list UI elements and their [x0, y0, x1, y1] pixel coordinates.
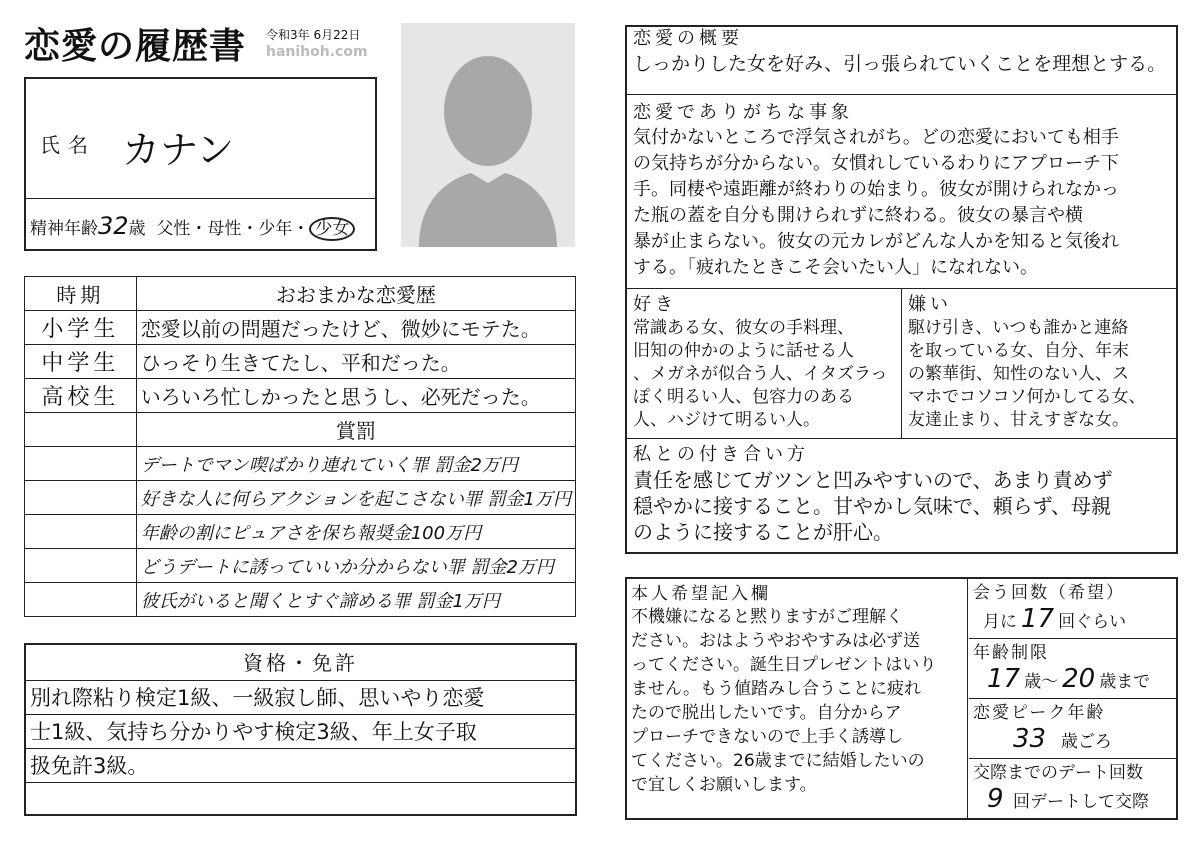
- empty-cell: [25, 549, 137, 583]
- reward-cell: 彼氏がいると聞くとすぐ諦める罪 罰金1万円: [136, 583, 575, 617]
- rewards-header: 賞罰: [136, 413, 575, 447]
- dislikes-line: 友達止まり、甘えすぎな女。: [908, 410, 1129, 430]
- likes-line: 人、ハジけて明るい人。: [633, 410, 820, 430]
- empty-cell: [25, 515, 137, 549]
- overview-text: しっかりした女を好み、引っ張られていくことを理想とする。: [633, 53, 1167, 75]
- table-row: [25, 311, 576, 345]
- wishes-line: ません。もう値踏みし合うことに疲れ: [631, 679, 922, 699]
- history-cell: いろいろ忙しかったと思うし、必死だった。: [136, 379, 575, 413]
- reward-cell: デートでマン喫ばかり連れていく罪 罰金2万円: [136, 447, 575, 481]
- reward-cell: 好きな人に何らアクションを起こさない罪 罰金1万円: [136, 481, 575, 515]
- column-header: 時期: [25, 277, 137, 311]
- history-cell: ひっそり生きてたし、平和だった。: [136, 345, 575, 379]
- licenses-header: 資格・免許: [26, 645, 575, 681]
- likes-line: 旧知の仲かのように話せる人: [633, 341, 854, 361]
- wishes-line: ってください。誕生日プレゼントはいり: [631, 655, 937, 675]
- date: 令和3年 6月22日: [266, 28, 361, 42]
- dislikes-line: 駆け引き、いつも誰かと連絡: [908, 318, 1129, 338]
- period-cell: 中学生: [25, 345, 137, 379]
- meetings-prefix: 月に: [983, 612, 1017, 632]
- table-row: [25, 447, 576, 481]
- name-value: カナン: [122, 128, 235, 172]
- dislikes-section: [902, 289, 1176, 439]
- name-row: [26, 79, 375, 199]
- common-events-line: 手。同棲や遠距離が終わりの始まり。彼女が開けられなかっ: [633, 179, 1119, 200]
- table-row: [25, 413, 576, 447]
- wishes-line: プローチできないので上手く誘導し: [631, 727, 903, 747]
- table-row: [25, 277, 576, 311]
- mental-age-unit: 歳: [128, 219, 146, 239]
- table-row: [25, 583, 576, 617]
- wishes-label: 本人希望記入欄: [631, 584, 771, 604]
- dates-before-cell: [969, 759, 1176, 818]
- wishes-box: [625, 577, 1178, 820]
- empty-cell: [25, 413, 137, 447]
- common-events-line: 暴が止まらない。彼女の元カレがどんな人かを知ると気後れ: [633, 231, 1119, 252]
- age-limit-cell: [969, 639, 1176, 699]
- table-row: [25, 515, 576, 549]
- likes-section: [627, 289, 902, 439]
- wishes-line: たので脱出したいです。自分からア: [631, 703, 902, 723]
- dislikes-label: 嫌い: [908, 294, 952, 315]
- wishes-line: ださい。おはようやおやすみは必ず送: [631, 631, 920, 651]
- likes-line: ぽく明るい人、包容力のある: [633, 387, 854, 407]
- licenses-box: [24, 643, 577, 816]
- age-limit-from: 17: [987, 664, 1021, 694]
- dates-before-suffix: 回デートして交際: [1012, 792, 1149, 812]
- likes-line: 、メガネが似合う人、イタズラっ: [633, 364, 888, 384]
- age-limit-mid: 歳〜: [1024, 672, 1059, 692]
- dates-before-value-row: [973, 785, 1172, 816]
- dates-before-value: 9: [987, 784, 1004, 814]
- profile-box: [24, 77, 377, 251]
- dislikes-line: を取っている女、自分、年末: [908, 341, 1129, 361]
- age-limit-suffix: 歳まで: [1099, 672, 1151, 692]
- column-header: おおまかな恋愛歴: [136, 277, 575, 311]
- avatar: [401, 23, 575, 247]
- mental-age-label: 精神年齢: [30, 219, 98, 239]
- common-events-line: た瓶の蓋を自分も開けられずに終わる。彼女の暴言や横: [633, 205, 1083, 226]
- empty-cell: [25, 447, 137, 481]
- license-line: 別れ際粘り検定1級、一級寂し師、思いやり恋愛: [26, 681, 575, 715]
- wishes-line: で宜しくお願いします。: [631, 775, 817, 795]
- peak-age-suffix: 歳ごろ: [1060, 732, 1112, 752]
- common-events-line: する。「疲れたときこそ会いたい人」になれない。: [633, 257, 1038, 278]
- common-events-line: の気持ちが分からない。女慣れしているわりにアプローチ下: [633, 153, 1119, 174]
- how-to-line: のように接することが肝心。: [633, 520, 893, 544]
- how-to-line: 穏やかに接すること。甘やかし気味で、頼らず、母親: [633, 494, 1111, 518]
- meetings-cell: [969, 579, 1176, 639]
- age-limit-label: 年齢制限: [973, 643, 1049, 663]
- reward-cell: 年齢の割にピュアさを保ち報奨金100万円: [136, 515, 575, 549]
- likes-line: 常識ある女、彼女の手料理、: [633, 318, 854, 338]
- wishes-section: [627, 579, 968, 818]
- table-row: [25, 481, 576, 515]
- common-events-section: [627, 95, 1176, 289]
- empty-cell: [25, 583, 137, 617]
- history-cell: 恋愛以前の問題だったけど、微妙にモテた。: [136, 311, 575, 345]
- overview-label: 恋愛の概要: [633, 28, 743, 49]
- license-line: 士1級、気持ち分かりやす検定3級、年上女子取: [26, 715, 575, 749]
- peak-age-label: 恋愛ピーク年齢: [973, 703, 1106, 723]
- mental-age-row: [30, 212, 355, 240]
- period-cell: 高校生: [25, 379, 137, 413]
- age-limit-to: 20: [1062, 664, 1096, 694]
- profile-details-box: [625, 25, 1178, 554]
- person-silhouette-icon: [401, 23, 575, 247]
- reward-cell: どうデートに誘っていいか分からない罪 罰金2万円: [136, 549, 575, 583]
- empty-cell: [25, 481, 137, 515]
- peak-age-value: 33: [1013, 724, 1047, 754]
- how-to-section: [627, 439, 1176, 552]
- mental-age-value: 32: [98, 212, 129, 240]
- table-row: [25, 379, 576, 413]
- meetings-suffix: 回ぐらい: [1058, 612, 1127, 632]
- how-to-label: 私との付き合い方: [633, 444, 809, 465]
- dates-before-label: 交際までのデート回数: [973, 763, 1143, 783]
- peak-age-value-row: [973, 725, 1172, 756]
- wishes-line: 不機嫌になると黙りますがご理解く: [631, 607, 903, 627]
- meetings-value: 17: [1021, 604, 1055, 634]
- peak-age-cell: [969, 699, 1176, 759]
- dislikes-line: の繁華街、知性のない人、ス: [908, 364, 1129, 384]
- trait-options: 父性・母性・少年・: [156, 219, 310, 239]
- how-to-line: 責任を感じてガツンと凹みやすいので、あまり責めず: [633, 468, 1113, 492]
- age-limit-value-row: [973, 665, 1172, 696]
- meetings-value-row: [973, 605, 1172, 636]
- license-line: 扱免許3級。: [26, 749, 575, 783]
- period-cell: 小学生: [25, 311, 137, 345]
- likes-label: 好き: [633, 294, 677, 315]
- table-row: [25, 549, 576, 583]
- site-watermark: hanihoh.com: [266, 44, 368, 60]
- meetings-label: 会う回数（希望）: [973, 583, 1125, 603]
- selected-trait: 少女: [309, 217, 355, 241]
- overview-section: [627, 27, 1176, 95]
- page-title: 恋愛の履歴書: [24, 25, 247, 67]
- common-events-line: 気付かないところで浮気されがち。どの恋愛においても相手: [633, 127, 1119, 148]
- common-events-label: 恋愛でありがちな事象: [633, 102, 853, 123]
- name-label: 氏名: [40, 133, 96, 157]
- history-table: [24, 276, 576, 617]
- dislikes-line: マホでコソコソ何かしてる女、: [908, 387, 1146, 407]
- wishes-line: てください。26歳までに結婚したいの: [631, 751, 925, 771]
- table-row: [25, 345, 576, 379]
- license-line: [26, 783, 575, 817]
